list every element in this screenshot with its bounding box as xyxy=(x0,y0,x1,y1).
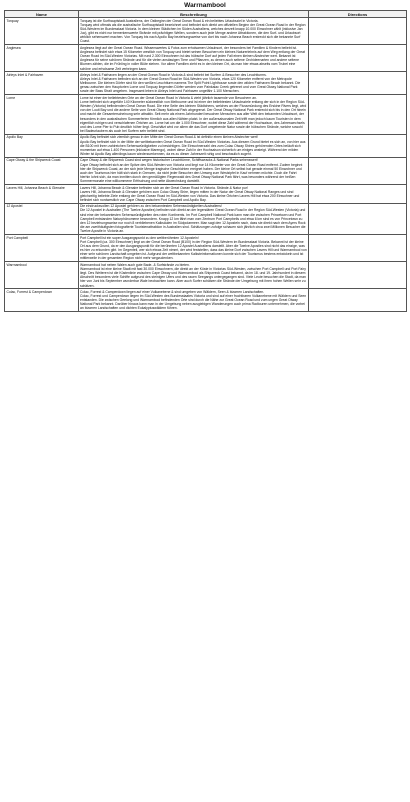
table-row xyxy=(5,289,407,312)
description-paragraph: Warrnambool ist eine kleine Stadt mit fast 30.000 Einwohnern, die direkt an der Küste in Victorias Süd-Westen, zwischen Port Campbell und Port Fairy liegt. Des Weiteren ist die Küstenlinie zwischen Cape Otway und Warrnambool als Shipwreck Coast bekannt, da im 18. und 19. Jahrhundert in diesem Abschnitt besonders viele Schiffe aufgrund des steinigen Ufers und des rauen Seegangs untergegangen sind. Viele Leute besuchen die Stadt, da man hier von Juni bis September wunderbar Wale beobachten kann. Aber auch Surfer schätzen die Strände der Umgebung mit ihren hohen Wellen sehr zu schätzen. xyxy=(80,266,306,288)
description-paragraph: Anglesea befindet sich etwa 15 Kilometer westlich von Torquay und bietet seinen Besuchern ein kleines Naturerlebnis auf dem Weg entlang der Great Ocean Road im Süd-Westen Victorias. Mit rund 2.300 Einwohnern ist das hübsche Dorf auf jeden Fall einen kleinen Abstecher wert. Bekannt ist Anglesea für seine schönen Strände und für die vielen ansässigen Tiere und Pflanzen, zu denen auch seltene Orchideenarten und andere seltene Blumen zählen, die im Frühling in voller Blüte stehen. Vor allem Familien zieht es in den kleinen Ort, da man hier etwas abseits vom Trubel eine schöne und erholsame Zeit verbringen kann. xyxy=(80,49,305,71)
description-paragraph: Lavers Hill, Johanna Beach & Glenaire befinden sich an der Great Ocean Road in Victoria. Strände & Natur pur! xyxy=(80,185,248,190)
place-description xyxy=(79,289,309,312)
table-row xyxy=(5,235,407,262)
description-paragraph: Lorne ist einer der beliebtesten Orte an der Great Ocean Road in Victoria & zieht jährlich tausende von Besuchern an. xyxy=(80,95,257,100)
places-table xyxy=(4,10,407,312)
place-directions xyxy=(309,18,407,45)
description-paragraph: Colac, Forrest und Camperdown liegen im Süd-Westen des Bundesstaates Victoria und sind auf einer fruchtbaren Vulkanebene mit Wäldern und Seen entstanden. Die zwischen Geelong und Warrnambool befindenden Orte sind durch die Nähe zur Great Ocean Road und zum ungen Great Otway National Park bekannt. Darüber hinaus kann man in der Umgebung neben ausgiebigen Wanderungen auch prima Radtouren unternehmen, die vorbei an bizarren Landschaften und dichten Eukalyptuswäldern führen. xyxy=(80,294,307,311)
place-directions xyxy=(309,203,407,234)
table-row xyxy=(5,95,407,135)
place-name: Colac, Forrest & Camperdown xyxy=(5,289,79,312)
place-description xyxy=(79,72,309,95)
place-description xyxy=(79,262,309,289)
description-paragraph: Cape Otway befindet sich an der Spitze des Süd-Westen von Victoria und liegt nur 14 Kilometer von der Great Ocean Road entfernt. Zudem beginnt hier die Shipwreck Coast, an der sich jede Menge tragische Geschichten ereignet haben. Der kleine Ort selbst hat gerade einmal 50 Einwohner und auch der Tourismus hier hält sich stark in Grenzen, da nicht jeder Besucher den Umweg zum Westzipfel in Kauf nehmen möchte. Doch die Fahrt hierhin lohnt sich, da man inmitten durch den gemäßigten Regenwald des Great Otway National Park fährt, was besonders während der heißen Sommermonate eine willkommene Erfrischung und nette Abwechslung darstellt. xyxy=(80,162,303,184)
description-paragraph: Lorne befindet sich ungefähr 140 Kilometer südwestlich von Melbourne und ist einer der beliebtesten Urlaubsziele entlang der sich in der Region Süd-Westen (Victoria) befindenden Great Ocean Road. Die eine Seite des kleinen Städtchens, welches an der Flussmündung des Erskine Rivers liegt, wird von der Louit Bay und die andere Seite vom Great Otway National Park abgegrenzt. Der Great Otway National Park erstreckt sich bis in den Ort hinein und macht die Gesamterscheinung sehr attraktiv. Seit mehr als einem Jahrhundert besuchen Menschen aus aller Welt den bekannten Urlaubsort, der besonders in den australischen Sommerferien förmlich aus allen Nähten platzt. In der außersaisonalen Zeit trifft man jedoch kaum Touristen in dem eigentlich ruhigen und verschlafenen Örtchen an. Lorne hat um die 1.000 Einwohner, wobei diese Zahl während der Hochsaison, des Jahreswechsels und des Lorne Pier to Pub deutlich höher liegt. Geschätzt wird vor allem die das Dorf umgebende Natur sowie die hübschen Strände, welche sowohl bei Badeurlaubern als auch bei Surfern sehr beliebt sind. xyxy=(80,99,307,134)
place-directions xyxy=(309,262,407,289)
table-row xyxy=(5,184,407,203)
place-name: Anglesea xyxy=(5,45,79,72)
place-description xyxy=(79,45,309,72)
place-name: Airleys Inlet & Fairhaven xyxy=(5,72,79,95)
place-description xyxy=(79,95,309,135)
place-name: Port Campbell xyxy=(5,235,79,262)
description-paragraph: Airleys Inlet & Fairhaven liegen an der Great Ocean Road in Victoria & sind beliebt bei Surfern & Besucher des Leuchtturms. xyxy=(80,72,267,77)
place-directions xyxy=(309,184,407,203)
description-paragraph: Cape Otway & die Shipwreck Coast sind wegen historischer Leuchttürme, Schiffswracks & National Parks sehenswert! xyxy=(80,158,258,163)
place-directions xyxy=(309,134,407,157)
description-paragraph: Die 12 Apostel in Australien (The Twelve Apostles) befinden sich direkt an der legendären Great Ocean Road in der Region Süd-Westen (Victoria) und sind eine der bekanntesten Sehenswürdigkeiten des roten Kontinents. Im Port Campbell National Park kann man die zwischen Princetown und Port Campbell entstanden Naturphänomene bewundern. Knapp 12 km fährt man vom Zentrum Port Campbells und etwa 6 km sind es von Princetown zu den 12 beziehungsweise nur noch 8 verbliebenen Kalksäulen im Südpolarmeer. Man sagt den 12 Aposteln nach, dass sie direkt nach dem Ayers Rock die am zweithäufigsten fotografierte Touristenattraktion in Australien sind. Schätzungen zufolge schauen sich jährlich circa zwei Millionen Besucher die Twelve Apostle in Victoria an. xyxy=(80,208,306,234)
header-directions: Directions xyxy=(309,11,407,18)
description-paragraph: Anglesea liegt auf der Great Ocean Road. Wissenswertes & Fotos zum erholsamen Urlaubsort, der besonders bei Familien & Kindern beliebt ist. xyxy=(80,45,297,50)
table-header-row xyxy=(5,11,407,18)
description-paragraph: Torquay wird oftmals als die australische Surfhauptstadt bezeichnet und befindet sich direkt am offiziellen Beginn der Great Ocean Road in der Region Süd-Western im Bundesstaat Victoria. In dem kleinen Städtchen im Süden Australiens, welches derzeit knapp 10.000 Einwohner zählt (inklusive Jan Juc), gibt es nicht nur bemerkenswerte Strände mit prächtigen Wellen, sondern auch jede Menge andere Attraktionen, die den Surf- und Urlaubsort wirklich sehenswert machen. Von Torquay bis nach Apollo Bay beziehungsweise von dort bis nach Johanna Beach erstreckt sich die bekannte Surf Coast. xyxy=(80,22,306,44)
place-directions xyxy=(309,45,407,72)
place-name: Apollo Bay xyxy=(5,134,79,157)
description-paragraph: Warrnambool hat neben Walen auch gute Bade- & Surfstrände zu bieten. xyxy=(80,262,190,267)
place-description xyxy=(79,235,309,262)
description-paragraph: Airleys Inlet & Fairhaven befinden sich an der Great Ocean Road im Süd-Westen von Victoria, etwa 120 Kilometer entfernt von der Metropole Melbourne. Die kleinen Dörfer sind für den weißen Leuchtturm namens The Split Point Lighthouse sowie den wilden Fairhaven Beach bekannt. Die genau zwischen den Hauptorten Lorne und Torquay liegenden Dörfer werden vom Painkalac Creek getrennt und vom Great Otway National Park sowie der Bass Strait umgeben. Insgesamt leben in Airleys Inlet und Fairhaven ungefähr 1.100 Menschen. xyxy=(80,77,301,94)
description-paragraph: Port Campbell ist ein super Ausgangspunkt zu den weltberühmten 12 Aposteln! xyxy=(80,235,199,240)
place-directions xyxy=(309,289,407,312)
table-row xyxy=(5,72,407,95)
place-description xyxy=(79,157,309,184)
table-row xyxy=(5,134,407,157)
place-description xyxy=(79,184,309,203)
table-row xyxy=(5,262,407,289)
place-description xyxy=(79,203,309,234)
header-name: Name xyxy=(5,11,79,18)
place-directions xyxy=(309,157,407,184)
place-name: Lorne xyxy=(5,95,79,135)
description-paragraph: Lavers Hill, Johanna Beach & Glenaire gehören zum Colac Otway Shire, liegen mitten in der Natur der Great Otway National Ranges und sind gleichzeitig beliebte Ziele entlang der Great Ocean Road im Süd-Westen von Victoria. Das kleine Örtchen Lavers Hill hat etwa 200 Einwohner und befindet sich nordwestlich von Cape Otway zwischen Port Campbell und Apollo Bay. xyxy=(80,189,300,202)
description-paragraph: Torquay ist die Surfhauptstadt Australiens, der Ostbeginn der Great Ocean Road & ein beliebtes Urlaubsziel in Victoria. xyxy=(80,18,259,23)
description-paragraph: Apollo Bay befindet sich ziemlich genau in der Mitte der Great Ocean Road & ist definitiv einen kleinen Abstecher wert! xyxy=(80,135,258,140)
description-paragraph: Apollo Bay befindet sich in der Mitte der weltbekannten Great Ocean Road im Süd-Westen Victorias. Aus diesem Grund bietet es sich an, von hier aus die B100 mit ihren zahlreichen Sehenswürdigkeiten zu besichtigen. Die Einwohnerzahl des zum Colac Otway Shires gehörenden Ortes beläuft sich momentan auf etwa 1.400 Personen (inklusive Marengo), wobei diese Zahl in der Hochsaison sicherlich um einiges ansteigt. Während der milden Winter ist Apollo Bay allerdings kaum wiederzuerkennen, da es zu dieser Jahreszeit ruhig und beschaulich zugeht. xyxy=(80,139,306,157)
place-description xyxy=(79,134,309,157)
place-directions xyxy=(309,95,407,135)
description-paragraph: Colac, Forrest & Camperdown liegen auf einer Vulkanebene & sind umgeben von Wäldern, Seen & bizarren Landschaften. xyxy=(80,289,265,294)
place-name: 12 Apostel xyxy=(5,203,79,234)
place-directions xyxy=(309,72,407,95)
place-name: Cape Otway & the Shipwreck Coast xyxy=(5,157,79,184)
place-name: Torquay xyxy=(5,18,79,45)
table-row xyxy=(5,45,407,72)
page-title: Warrnambool xyxy=(184,2,226,9)
description-paragraph: Port Campbell (ca. 300 Einwohner) liegt an der Great Ocean Road (B100) in der Region Süd-Western im Bundesstaat Victoria. Bekannt ist der kleine Ort aus dem Grund, da er den Ausgangspunkt für die berühmten 12 Apostel Australiens darstellt. Aber die Twelve Apostles sind nicht das einzige, was es hier zu erkunden gibt. Im Gegenteil, wer sich etwas Zeit nimmt, der wird feststellen, dass das kleine Dorf zwischen Lavers Hill und Warrnambool von einer sehr schönen Landschaft umgeben ist. Aufgrund der weltbekannten Kalksteinformationen konnte sich der Tourismus bestens entwickeln und ist mittlerweile in der gesamten Region nicht mehr wegzudenken. xyxy=(80,239,307,261)
place-name: Lavers Hill, Johanna Beach & Glenaire xyxy=(5,184,79,203)
place-description xyxy=(79,18,309,45)
header-description: Beschreibung xyxy=(79,11,309,18)
description-paragraph: Die eindrucksvollen 12 Apostel gehören zu den bekanntesten Sehenswürdigkeiten Australiens! xyxy=(80,204,222,209)
table-row xyxy=(5,18,407,45)
place-name: Warrnambool xyxy=(5,262,79,289)
place-directions xyxy=(309,235,407,262)
table-row xyxy=(5,157,407,184)
table-row xyxy=(5,203,407,234)
